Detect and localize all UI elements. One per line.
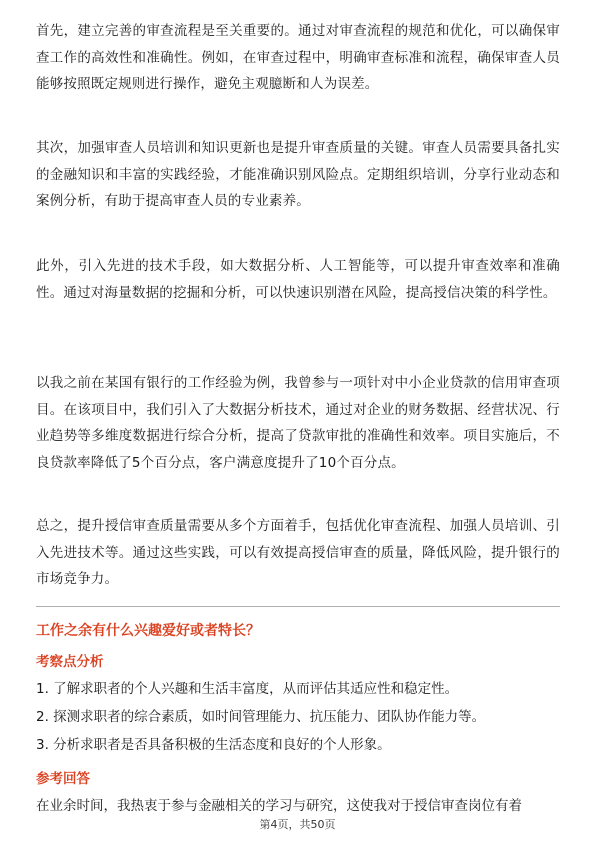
- answer-heading: 参考回答: [36, 771, 90, 787]
- analysis-item-1: 1. 了解求职者的个人兴趣和生活丰富度，从而评估其适应性和稳定性。: [36, 681, 459, 697]
- paragraph-summary: 总之，提升授信审查质量需要从多个方面着手，包括优化审查流程、加强人员培训、引入先进技术等。通过这些实践，可以有效提高授信审查的质量，降低风险，提升银行的市场竞争力。: [36, 518, 560, 587]
- paragraph-experience: 以我之前在某国有银行的工作经验为例，我曾参与一项针对中小企业贷款的信用审查项目。在该项目中，我们引入了大数据分析技术，通过对企业的财务数据、经营状况、行业趋势等多维度数据进行综合分析，提高了贷款审批的准确性和效率。项目实施后，不良贷款率降低了5个百分点，客户满意度提升了10个百分点。: [36, 375, 560, 471]
- question-title: 工作之余有什么兴趣爱好或者特长？: [36, 623, 260, 639]
- analysis-item-2: 2. 探测求职者的综合素质，如时间管理能力、抗压能力、团队协作能力等。: [36, 709, 486, 725]
- paragraph-process: 首先，建立完善的审查流程是至关重要的。通过对审查流程的规范和优化，可以确保审查工作的高效性和准确性。例如，在审查过程中，明确审查标准和流程，确保审查人员能够按照既定规则进行操作，避免主观臆断和人为误差。: [36, 23, 560, 92]
- paragraph-training: 其次，加强审查人员培训和知识更新也是提升审查质量的关键。审查人员需要具备扎实的金融知识和丰富的实践经验，才能准确识别风险点。定期组织培训，分享行业动态和案例分析，有助于提高审查人员的专业素养。: [36, 140, 560, 209]
- page-number: 第4页，共50页: [259, 818, 336, 831]
- analysis-item-3: 3. 分析求职者是否具备积极的生活态度和良好的个人形象。: [36, 737, 391, 753]
- paragraph-technology: 此外，引入先进的技术手段，如大数据分析、人工智能等，可以提升审查效率和准确性。通过对海量数据的挖掘和分析，可以快速识别潜在风险，提高授信决策的科学性。: [36, 258, 560, 301]
- answer-text: 在业余时间，我热衷于参与金融相关的学习与研究，这使我对于授信审查岗位有着: [36, 798, 522, 814]
- section-divider: [36, 606, 560, 607]
- analysis-heading: 考察点分析: [36, 654, 104, 670]
